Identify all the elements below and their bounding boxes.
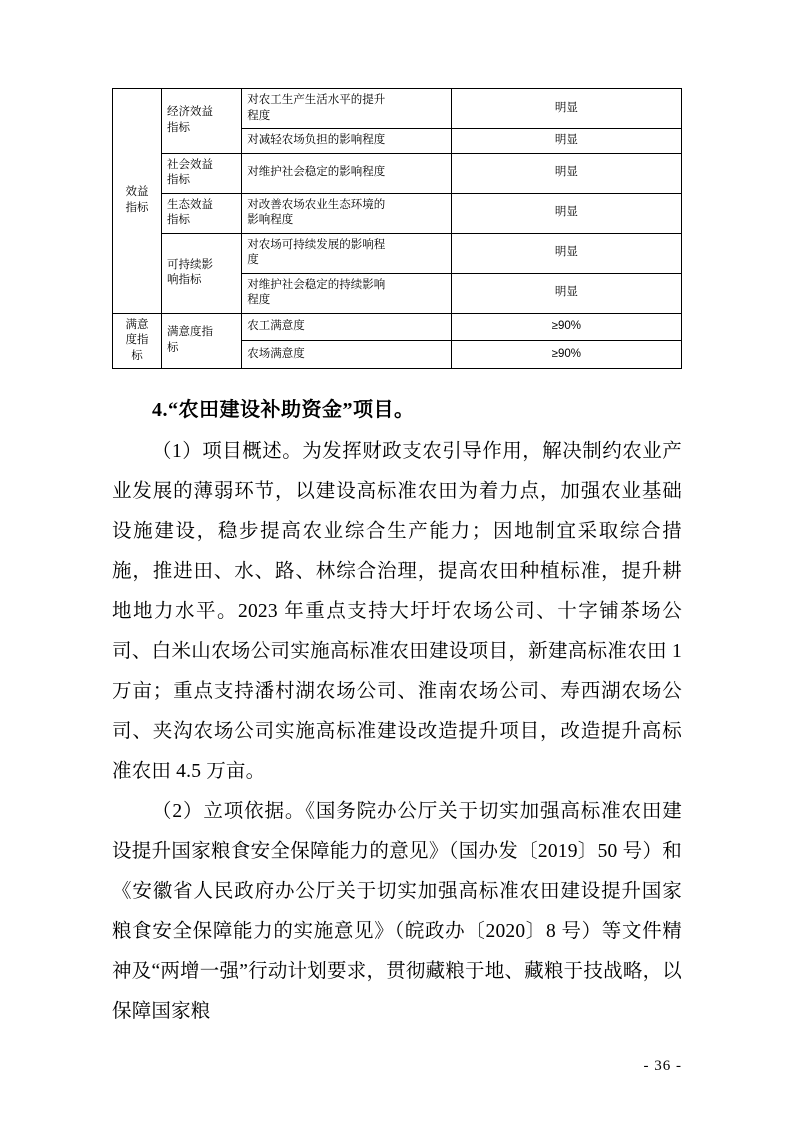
cell-value-1: 明显 [451, 89, 681, 129]
paragraph-project-basis: （2）立项依据。《国务院办公厅关于切实加强高标准农田建设提升国家粮食安全保障能力的意见》（国办发〔2019〕50 号）和《安徽省人民政府办公厅关于切实加强高标准农田建设提升国家粮食安全保障能力的实施意见》（皖政办〔2020〕8 号）等文件精神及“两增一强”行动计划要求，贯彻藏粮于地、藏粮于技战略，以保障国家粮 [112, 801, 682, 1023]
table-row [113, 313, 682, 341]
cell-category-economic: 经济效益 指标 [161, 89, 241, 154]
performance-indicator-table [112, 88, 682, 369]
cell-category-ecological: 生态效益 指标 [161, 193, 241, 233]
cell-value-4: 明显 [451, 193, 681, 233]
page-number: - 36 - [643, 1058, 682, 1074]
table-row [113, 233, 682, 273]
cell-category-satisfaction: 满意度指 标 [161, 313, 241, 369]
section-heading: 4.“农田建设补助资金”项目。 [152, 399, 415, 422]
cell-item-1: 对农工生产生活水平的提升 程度 [242, 89, 451, 129]
cell-value-8: ≥90% [451, 341, 681, 369]
cell-value-7: ≥90% [451, 313, 681, 341]
cell-item-2: 对减轻农场负担的影响程度 [242, 129, 451, 154]
cell-category-sustainability: 可持续影 响指标 [161, 233, 241, 313]
cell-item-5: 对农场可持续发展的影响程 度 [242, 233, 451, 273]
cell-group-benefit: 效益 指标 [113, 89, 162, 314]
cell-value-3: 明显 [451, 153, 681, 193]
cell-value-6: 明显 [451, 273, 681, 313]
table-row [113, 89, 682, 129]
cell-item-7: 农工满意度 [242, 313, 451, 341]
cell-item-6: 对维护社会稳定的持续影响 程度 [242, 273, 451, 313]
cell-value-2: 明显 [451, 129, 681, 154]
cell-item-8: 农场满意度 [242, 341, 451, 369]
paragraph-project-overview: （1）项目概述。为发挥财政支农引导作用，解决制约农业产业发展的薄弱环节，以建设高标准农田为着力点，加强农业基础设施建设，稳步提高农业综合生产能力；因地制宜采取综合措施，推进田、水、路、林综合治理，提高农田种植标准，提升耕地地力水平。2023 年重点支持大圩圩农场公司、十字铺茶场公司、白米山农场公司实施高标准农田建设项目，新建高标准农田 1 万亩；重点支持潘村湖农场公司、淮南农场公司、寿西湖农场公司、夹沟农场公司实施高标准建设改造提升项目，改造提升高标准农田 4.5 万亩。 [112, 441, 682, 783]
cell-group-satisfaction: 满意 度指 标 [113, 313, 162, 369]
cell-value-5: 明显 [451, 233, 681, 273]
cell-category-social: 社会效益 指标 [161, 153, 241, 193]
table-row [113, 153, 682, 193]
cell-item-4: 对改善农场农业生态环境的 影响程度 [242, 193, 451, 233]
cell-item-3: 对维护社会稳定的影响程度 [242, 153, 451, 193]
table-row [113, 193, 682, 233]
